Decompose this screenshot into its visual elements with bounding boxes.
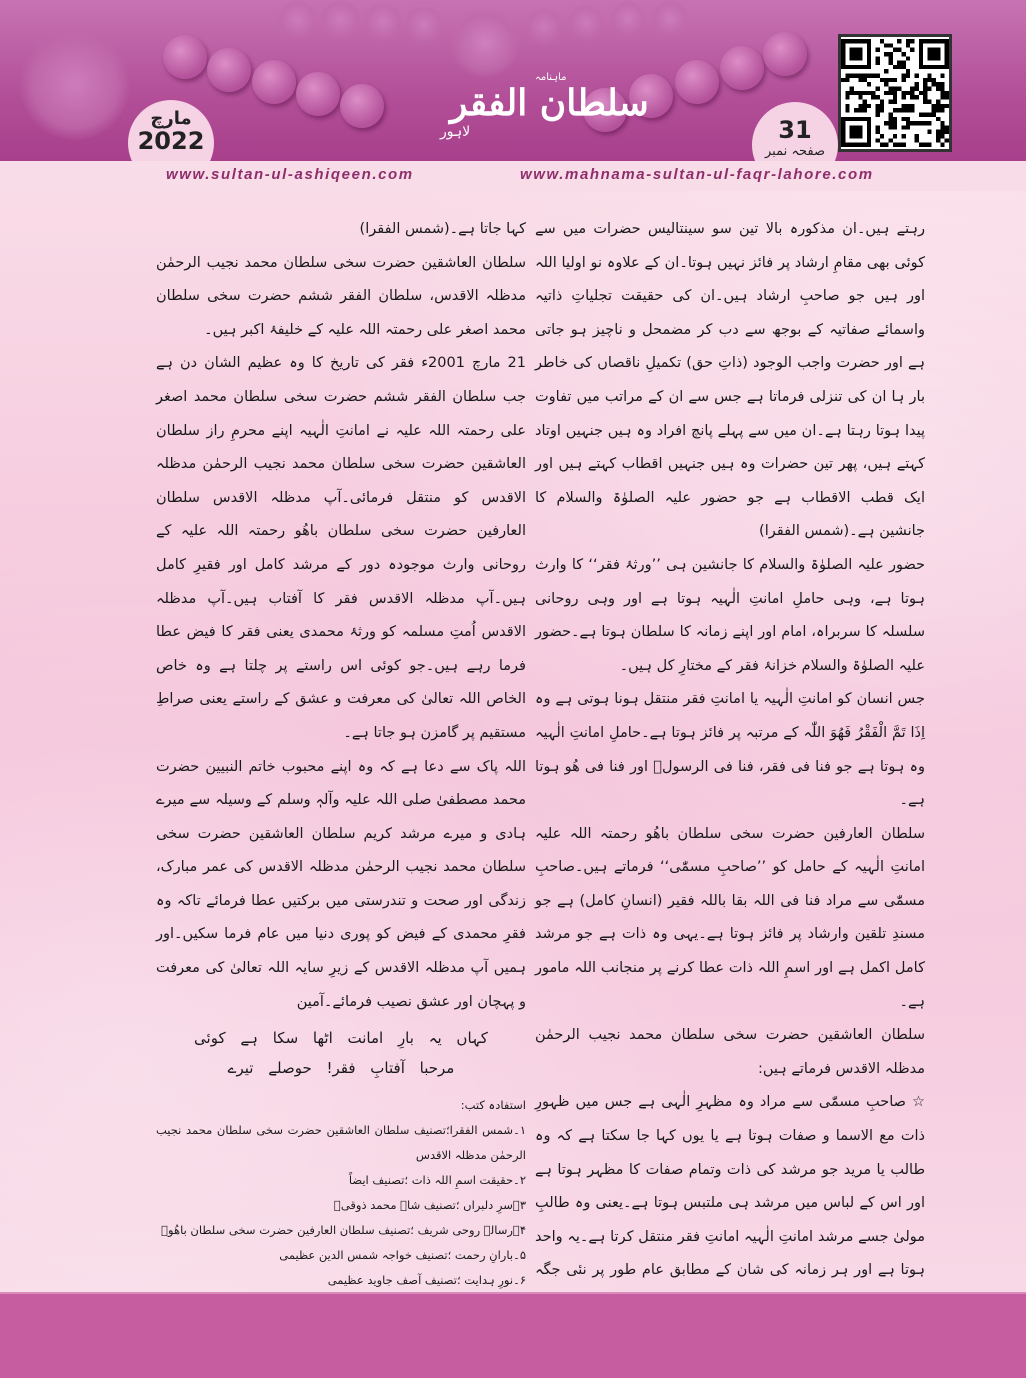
paragraph: سلطان العارفین حضرت سخی سلطان باھُو رحمتہ اللہ علیہ امانتِ الٰہیہ کے حامل کو ’’صاحبِ مسمّٰی‘‘ فرماتے ہیں۔صاحبِ مسمّٰی سے مراد فنا فی اللہ بقا باللہ فقیر (انسانِ کامل) ہے جو مسندِ تلقین وارشاد پر فائز ہوتا ہے۔یہی وہ ذات ہے جو مرشد کامل اکمل ہے اور اسمِ اللہ ذات عطا کرنے پر منجانب اللہ مامور ہے۔: [535, 825, 925, 1010]
magazine-header: [0, 0, 1026, 161]
bead-ornament: [763, 32, 807, 76]
poem-couplet: [156, 1023, 526, 1083]
qr-code-icon[interactable]: [838, 34, 952, 152]
references-heading: استفادہ کتب:: [460, 1098, 526, 1113]
paragraph: 21 مارچ 2001ء فقر کی تاریخ کا وہ عظیم الشان دن ہے جب سلطان الفقر ششم حضرت سخی سلطان محمد اصغر علی رحمتہ اللہ علیہ نے امانتِ الٰہیہ اپنے محرمِ راز سلطان العاشقین حضرت سخی سلطان محمد نجیب الرحمٰن مدظلہ الاقدس کو منتقل فرمائی۔آپ مدظلہ الاقدس سلطان العارفین حضرت سخی سلطان باھُو رحمتہ اللہ علیہ کے روحانی وارث موجودہ دور کے مرشد کامل اور فقیرِ کامل ہیں۔آپ مدظلہ الاقدس فقر کا آفتاب ہیں۔آپ مدظلہ الاقدس اُمتِ مسلمہ کو ورثۂ محمدی یعنی فقر کا فیض عطا فرما رہے ہیں۔جو کوئی اس راستے پر چلتا ہے وہ خاص الخاص اللہ تعالیٰ کی معرفت و عشق کے راستے یعنی صراطِ مستقیم پر گامزن ہو جاتا ہے۔: [156, 355, 526, 741]
floral-ornament-icon: [318, 0, 363, 40]
poem-line: کہاں یہ بارِ امانت اٹھا سکا ہے کوئی: [194, 1029, 488, 1048]
bead-ornament: [675, 60, 719, 104]
page-footer-band: [0, 1292, 1026, 1378]
article-column-right: [535, 213, 925, 1322]
page-number: 31: [778, 116, 812, 144]
paragraph: جس انسان کو امانتِ الٰہیہ یا امانتِ فقر منتقل ہونا ہوتی ہے وہ اِذَا تَمَّ الْفَقْرُ فَھُوَ اللّٰہ کے مرتبہ پر فائز ہوتا ہے۔حاملِ امانتِ الٰہیہ وہ ہوتا ہے جو فنا فی فقر، فنا فی الرسولؐ اور فنا فی ھُو ہوتا ہے۔: [535, 691, 925, 809]
floral-ornament-icon: [20, 30, 130, 140]
floral-ornament-icon: [566, 4, 606, 42]
website-link-ashiqeen[interactable]: www.sultan-ul-ashiqeen.com: [166, 166, 414, 183]
reference-item: ۱۔شمس الفقرا؛تصنیف سلطان العاشقین حضرت سخی سلطان محمد نجیب الرحمٰن مدظلہ الاقدس: [156, 1123, 526, 1163]
bead-ornament: [296, 72, 340, 116]
logo-city: لاہور: [440, 124, 471, 140]
paragraph: کہا جاتا ہے۔(شمس الفقرا): [359, 221, 526, 237]
bead-ornament: [720, 46, 764, 90]
floral-ornament-icon: [650, 0, 690, 38]
paragraph: سلطان العاشقین حضرت سخی سلطان محمد نجیب الرحمٰن مدظلہ الاقدس فرماتے ہیں:: [535, 1027, 925, 1077]
paragraph: سلطان العاشقین حضرت سخی سلطان محمد نجیب الرحمٰن مدظلہ الاقدس، سلطان الفقر ششم حضرت سخی سلطان محمد اصغر علی رحمتہ اللہ علیہ کے خلیفۂ اکبر ہیں۔: [156, 254, 526, 338]
reference-item: ۳۔سرِ دلبراں ؛تصنیف شاہ محمد ذوقیؒ: [333, 1198, 526, 1213]
page-number-badge: [752, 102, 838, 161]
reference-item: ۲۔حقیقت اسمِ اللہ ذات ؛تصنیف ایضاً: [348, 1173, 526, 1188]
bead-ornament: [340, 84, 384, 128]
paragraph: حضور علیہ الصلوٰۃ والسلام کا جانشین ہی ’’ورثۂ فقر‘‘ کا وارث ہوتا ہے، وہی حاملِ امانتِ الٰہیہ ہوتا ہے اور وہی روحانی سلسلہ کا سربراہ، امام اور اپنے زمانہ کا سلطان ہوتا ہے۔حضور علیہ الصلوٰۃ والسلام خزانۂ فقر کے مختارِ کل ہیں۔: [535, 556, 925, 674]
floral-ornament-icon: [450, 8, 520, 78]
bead-ornament: [207, 48, 251, 92]
issue-date-badge: [128, 100, 214, 161]
paragraph: رہتے ہیں۔ان مذکورہ بالا تین سو سینتالیس حضرات میں سے کوئی بھی مقامِ ارشاد پر فائز نہیں ہوتا۔ان کے علاوہ نو اولیا اللہ اور ہیں جو صاحبِ ارشاد ہیں۔ان کی حقیقت تجلیاتِ ذاتیہ واسمائے صفاتیہ کے بوجھ سے دب کر مضمحل و ناچیز ہو جاتی ہے اور حضرت واجب الوجود (ذاتِ حق) تکمیلِ ناقصاں کی خاطر بار ہا ان کی تنزلی فرماتا ہے جس سے ان کے مراتب میں تفاوت پیدا ہوتا رہتا ہے۔ان میں سے پہلے پانچ افراد وہ ہیں جنہیں اوتاد کہتے ہیں، پھر تین حضرات وہ ہیں جنہیں اقطاب کہتے ہیں اور ایک قطب الاقطاب ہے جو حضور علیہ الصلوٰۃ والسلام کا جانشین ہے۔(شمس الفقرا): [535, 221, 925, 540]
logo-subtitle: ماہنامہ: [535, 72, 567, 83]
logo-title: سلطان الفقر: [450, 82, 649, 124]
magazine-logo: [430, 72, 649, 152]
bead-ornament: [163, 35, 207, 79]
poem-line: مرحبا آفتابِ فقر! حوصلے تیرے: [227, 1059, 455, 1078]
article-column-left: [156, 213, 526, 1293]
page-number-label: صفحہ نمبر: [765, 144, 825, 159]
floral-ornament-icon: [403, 5, 445, 45]
reference-item: ۴۔رسالہ روحی شریف ؛تصنیف سلطان العارفین حضرت سخی سلطان باھُوؒ: [161, 1223, 526, 1238]
paragraph: ☆ صاحبِ مسمّٰی سے مراد وہ مظہرِ الٰہی ہے جس میں ظہورِ ذات مع الاسما و صفات ہوتا ہے یا یوں کہا جا سکتا ہے کہ وہ طالب یا مرید جو مرشد کی ذات وتمام صفات کا مظہر ہوتا ہے اور اس کے لباس میں مرشد ہی ملتبس ہوتا ہے۔یعنی وہ طالبِ مولیٰ جسے مرشد امانتِ الٰہیہ امانتِ فقر منتقل کرتا ہے۔یہ واحد ہوتا ہے اور ہر زمانہ کی شان کے مطابق عام طور پر نئی جگہ: [535, 1094, 925, 1279]
issue-month: مارچ: [150, 108, 192, 129]
website-link-mahnama[interactable]: www.mahnama-sultan-ul-faqr-lahore.com: [520, 166, 874, 183]
references-list: [156, 1093, 526, 1293]
article-body: [0, 191, 1026, 1292]
reference-item: ۶۔نورِ ہدایت ؛تصنیف آصف جاوید عظیمی: [327, 1273, 526, 1288]
floral-ornament-icon: [362, 2, 404, 42]
paragraph: اللہ پاک سے دعا ہے کہ وہ اپنے محبوب خاتم النبیین حضرت محمد مصطفیٰ صلی اللہ علیہ وآلہٖ وسلم کے وسیلہ سے میرے ہادی و میرے مرشد کریم سلطان العاشقین حضرت سخی سلطان محمد نجیب الرحمٰن مدظلہ الاقدس کی عمر مبارک، زندگی اور صحت و تندرستی میں برکتیں عطا فرمائے تاکہ وہ فقرِ محمدی کے فیض کو پوری دنیا میں عام فرما سکیں۔اور ہمیں آپ مدظلہ الاقدس کے زیرِ سایہ اللہ تعالیٰ کی معرفت و پہچان اور عشق نصیب فرمائے۔آمین: [156, 758, 526, 1010]
floral-ornament-icon: [524, 8, 564, 46]
url-bar: [0, 161, 1026, 191]
floral-ornament-icon: [275, 0, 320, 40]
bead-ornament: [252, 60, 296, 104]
issue-year: 2022: [137, 127, 205, 155]
floral-ornament-icon: [608, 0, 648, 38]
reference-item: ۵۔بارانِ رحمت ؛تصنیف خواجہ شمس الدین عظیمی: [279, 1248, 526, 1263]
